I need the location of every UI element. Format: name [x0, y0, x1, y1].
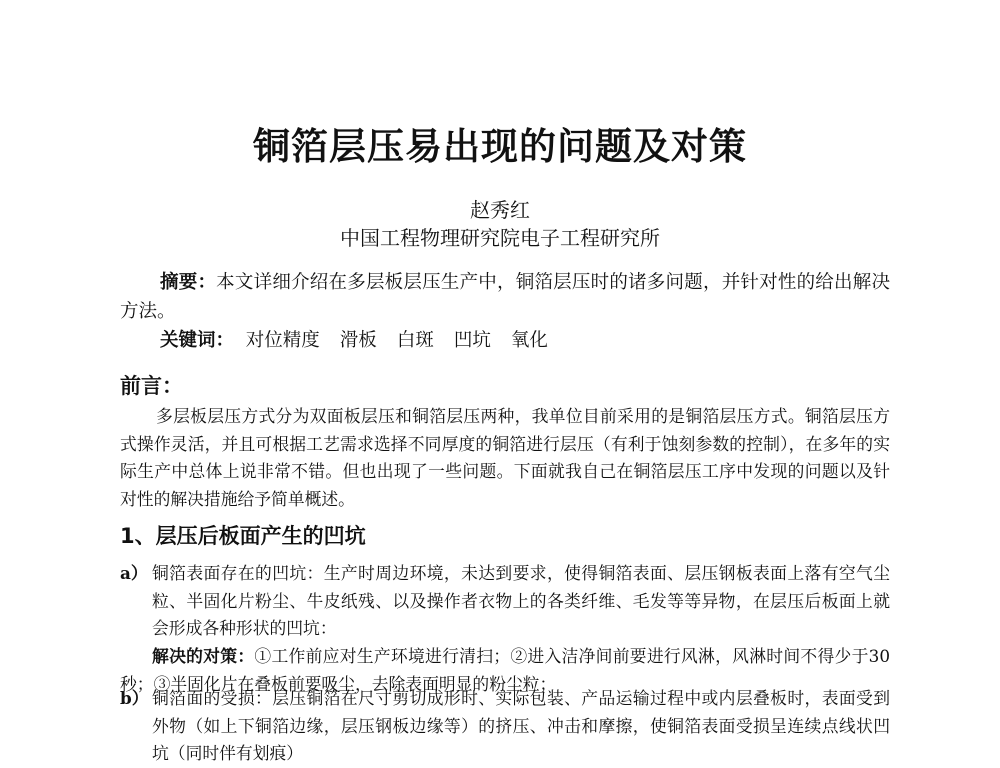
list-item-text: 铜箔表面存在的凹坑：生产时周边环境，未达到要求，使得铜箔表面、层压钢板表面上落有空气尘粒、半固化片粉尘、牛皮纸残、以及操作者衣物上的各类纤维、毛发等等异物，在层压后板面上就会形成各种形状的凹坑： [152, 563, 890, 638]
list-marker: b） [120, 688, 149, 708]
paper-title: 铜箔层压易出现的问题及对策 [253, 125, 747, 168]
solution-label: 解决的对策： [152, 646, 255, 666]
abstract [120, 268, 890, 326]
keywords [160, 326, 568, 355]
list-item-a [120, 560, 890, 643]
list-marker: a） [120, 563, 148, 583]
preface-paragraph: 多层板层压方式分为双面板层压和铜箔层压两种，我单位目前采用的是铜箔层压方式。铜箔层压方式操作灵活，并且可根据工艺需求选择不同厚度的铜箔进行层压（有利于蚀刻参数的控制），在多年的实际生产中总体上说非常不错。但也出现了一些问题。下面就我自己在铜箔层压工序中发现的问题以及针对性的解决措施给予简单概述。 [120, 406, 890, 509]
keyword: 白斑 [396, 330, 434, 351]
author-name: 赵秀红 [470, 198, 530, 222]
author-affiliation: 中国工程物理研究院电子工程研究所 [340, 226, 660, 250]
solution-text: ①工作前应对生产环境进行清扫；②进入洁净间前要进行风淋，风淋时间不得少于30秒；③半固化片在叠板前要吸尘，去除表面明显的粉尘粒； [120, 646, 890, 694]
keyword: 凹坑 [453, 330, 491, 351]
list-item-b [120, 685, 890, 768]
abstract-label: 摘要： [160, 272, 217, 293]
keywords-label: 关键词： [160, 330, 235, 351]
section-1-heading: 1、层压后板面产生的凹坑 [120, 524, 366, 548]
keyword: 氧化 [510, 330, 548, 351]
preface-heading: 前言： [120, 374, 183, 398]
abstract-text: 本文详细介绍在多层板层压生产中，铜箔层压时的诸多问题，并针对性的给出解决方法。 [120, 272, 890, 322]
list-item-text: 铜箔面的受损：层压铜箔在尺寸剪切成形时、实际包装、产品运输过程中或内层叠板时，表面受到外物（如上下铜箔边缘，层压钢板边缘等）的挤压、冲击和摩擦，使铜箔表面受损呈连续点线状凹坑（同时伴有划痕） [152, 688, 890, 763]
keyword: 对位精度 [245, 330, 320, 351]
keyword: 滑板 [339, 330, 377, 351]
